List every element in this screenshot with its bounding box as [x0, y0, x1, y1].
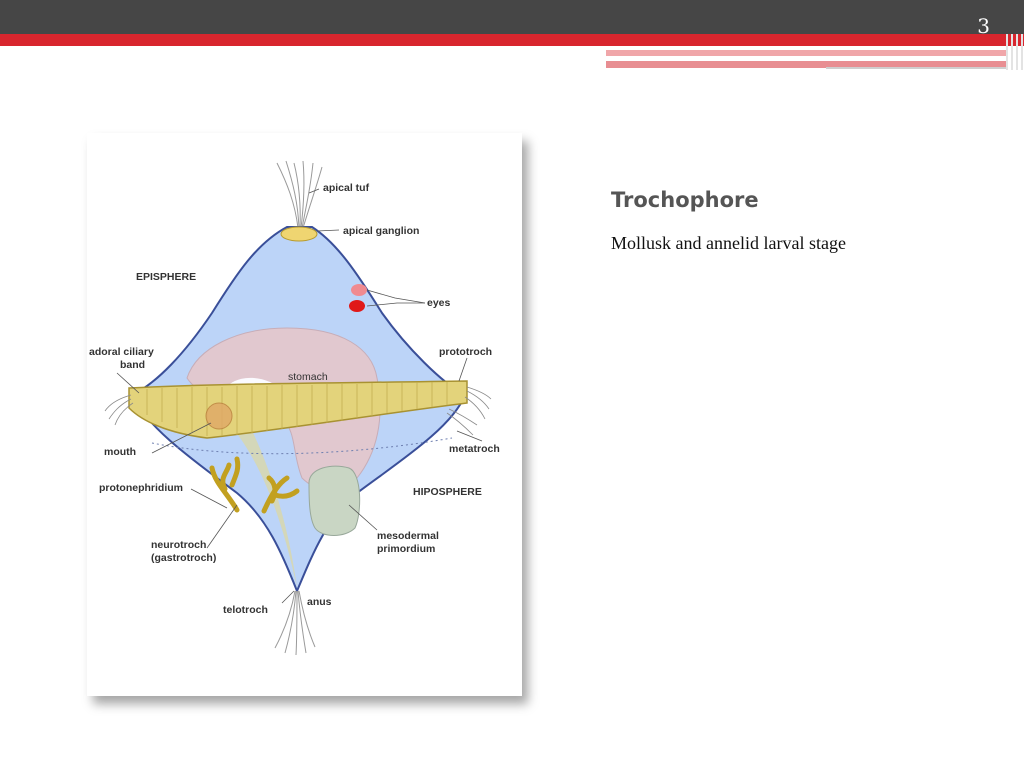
eye-left — [351, 284, 367, 296]
apical-tuft-cilia — [277, 161, 322, 228]
label-primordium: primordium — [377, 543, 436, 555]
slide-body-text: Mollusk and annelid larval stage — [611, 233, 846, 253]
label-mouth: mouth — [104, 446, 137, 458]
label-anus: anus — [307, 596, 332, 608]
apical-ganglion — [281, 227, 317, 241]
edge-decoration — [1004, 34, 1024, 70]
label-episphere: EPISPHERE — [136, 271, 197, 283]
label-protonephridium: protonephridium — [99, 482, 183, 494]
label-gastrotroch: (gastrotroch) — [151, 552, 217, 564]
label-hiposphere: HIPOSPHERE — [413, 486, 482, 498]
mesodermal-primordium — [309, 466, 360, 535]
label-telotroch: telotroch — [223, 604, 268, 616]
label-stomach: stomach — [288, 371, 328, 383]
label-metatroch: metatroch — [449, 443, 500, 455]
slide-title: Trochophore — [611, 188, 759, 212]
label-adoral-ciliary: adoral ciliary — [89, 346, 154, 358]
mouth — [206, 403, 232, 429]
accent-band — [0, 34, 1024, 46]
label-adoral-band: band — [120, 359, 146, 371]
accent-stripe-shadow — [826, 67, 1006, 69]
label-neurotroch: neurotroch — [151, 539, 207, 551]
label-apical-tuf: apical tuf — [323, 182, 370, 194]
label-mesodermal: mesodermal — [377, 530, 439, 542]
label-prototroch: prototroch — [439, 346, 493, 358]
trochophore-figure — [87, 133, 522, 696]
slide-number: 3 — [977, 14, 990, 38]
trochophore-diagram — [87, 133, 522, 696]
eye-right — [349, 300, 365, 312]
accent-stripe-gap — [606, 56, 948, 59]
label-eyes: eyes — [427, 297, 451, 309]
label-apical-ganglion: apical ganglion — [343, 225, 420, 237]
header-bar — [0, 0, 1024, 34]
